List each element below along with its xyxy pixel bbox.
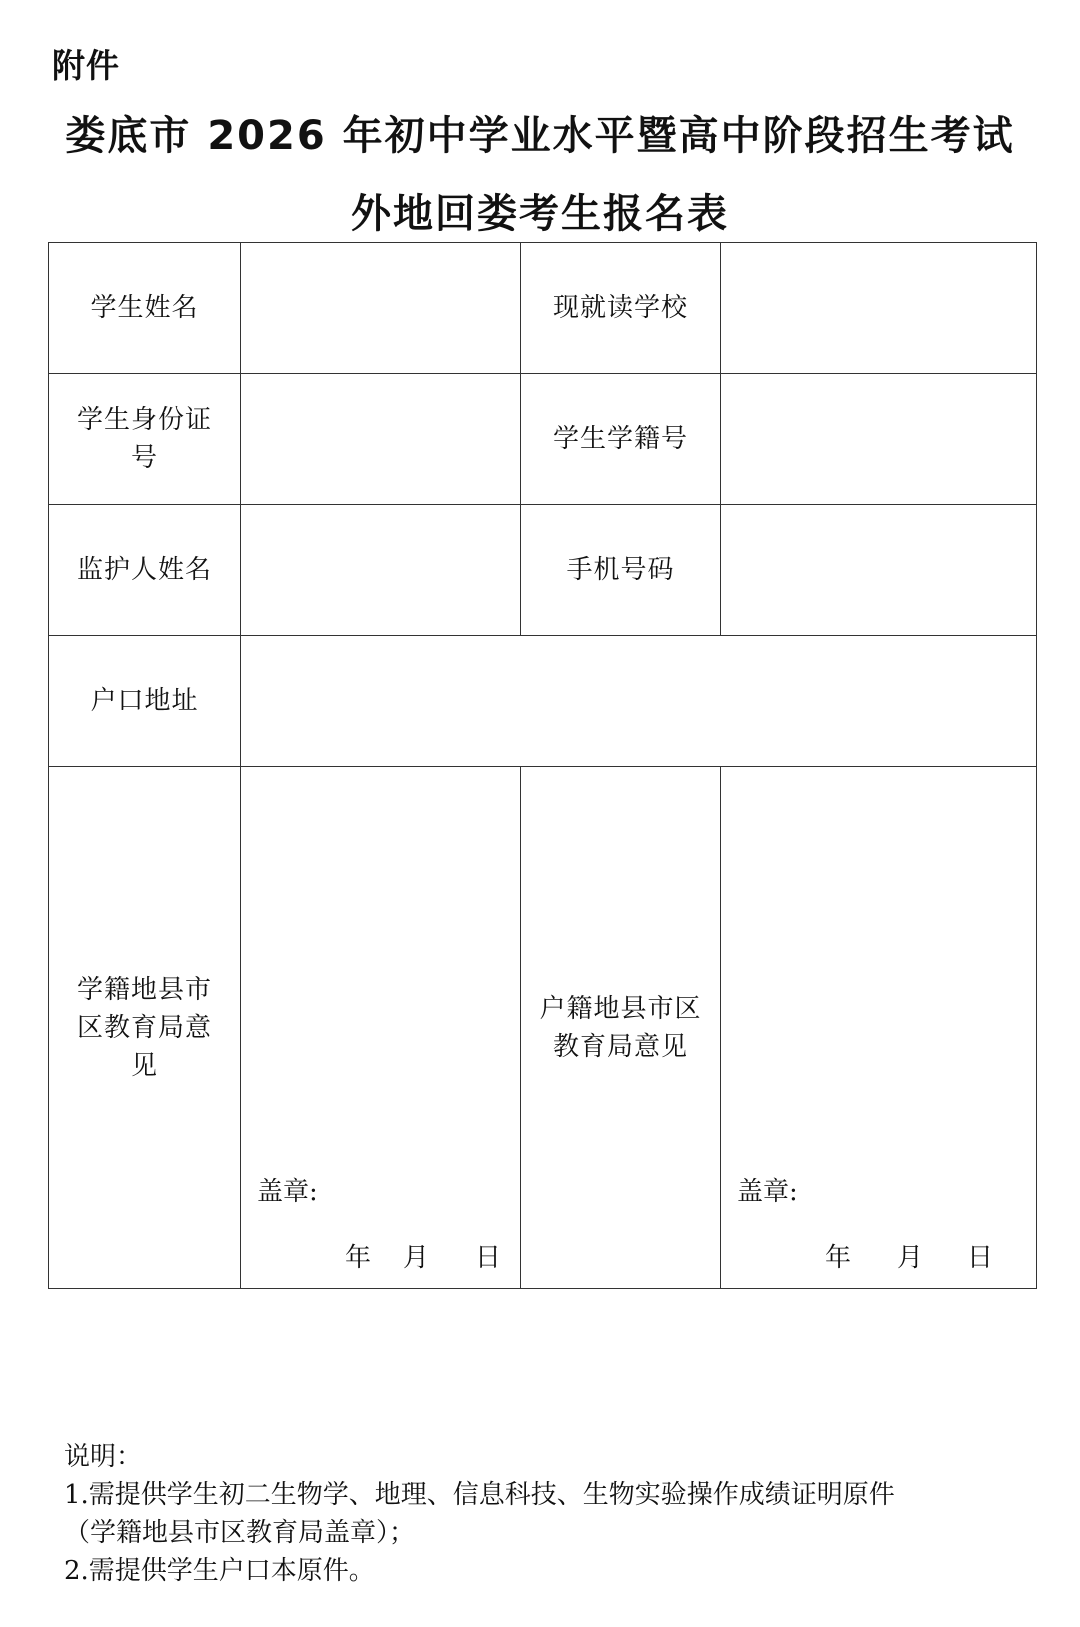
- household-address-field[interactable]: [241, 636, 1037, 767]
- student-status-number-field[interactable]: [721, 374, 1037, 505]
- table-row: [49, 243, 1037, 374]
- seal-label: 盖章:: [257, 1177, 318, 1207]
- student-name-field[interactable]: [241, 243, 521, 374]
- date-day-label: 日: [475, 1243, 502, 1273]
- phone-label: 手机号码: [521, 505, 721, 636]
- notes-section: [64, 1438, 895, 1590]
- date-day-label: 日: [967, 1243, 994, 1273]
- date-month-label: 月: [897, 1243, 924, 1273]
- table-row: [49, 505, 1037, 636]
- id-number-field[interactable]: [241, 374, 521, 505]
- id-number-label: 学生身份证号: [49, 374, 241, 505]
- household-address-label: 户口地址: [49, 636, 241, 767]
- form-title-line-1: 娄底市 2026 年初中学业水平暨高中阶段招生考试: [65, 113, 1015, 159]
- date-year-label: 年: [345, 1243, 372, 1273]
- student-status-number-label: 学生学籍号: [521, 374, 721, 505]
- household-registry-opinion-label: 户籍地县市区教育局意见: [521, 767, 721, 1289]
- current-school-field[interactable]: [721, 243, 1037, 374]
- date-month-label: 月: [403, 1243, 430, 1273]
- table-row: [49, 767, 1037, 1289]
- date-year-label: 年: [825, 1243, 852, 1273]
- note-item-1-continued: （学籍地县市区教育局盖章）；: [64, 1518, 416, 1548]
- guardian-name-field[interactable]: [241, 505, 521, 636]
- note-item-1: 1.需提供学生初二生物学、地理、信息科技、生物实验操作成绩证明原件: [64, 1480, 895, 1510]
- household-registry-opinion-field[interactable]: [721, 767, 1037, 1289]
- guardian-name-label: 监护人姓名: [49, 505, 241, 636]
- seal-label: 盖章:: [737, 1177, 798, 1207]
- school-registry-opinion-field[interactable]: [241, 767, 521, 1289]
- form-title-line-2: 外地回娄考生报名表: [351, 191, 729, 237]
- registration-form-table: [48, 242, 1037, 1289]
- student-name-label: 学生姓名: [49, 243, 241, 374]
- note-item-2: 2.需提供学生户口本原件。: [64, 1556, 375, 1586]
- table-row: [49, 374, 1037, 505]
- table-row: [49, 636, 1037, 767]
- attachment-label: 附件: [52, 46, 120, 85]
- school-registry-opinion-label: 学籍地县市区教育局意见: [49, 767, 241, 1289]
- notes-heading: 说明：: [64, 1442, 143, 1472]
- current-school-label: 现就读学校: [521, 243, 721, 374]
- phone-field[interactable]: [721, 505, 1037, 636]
